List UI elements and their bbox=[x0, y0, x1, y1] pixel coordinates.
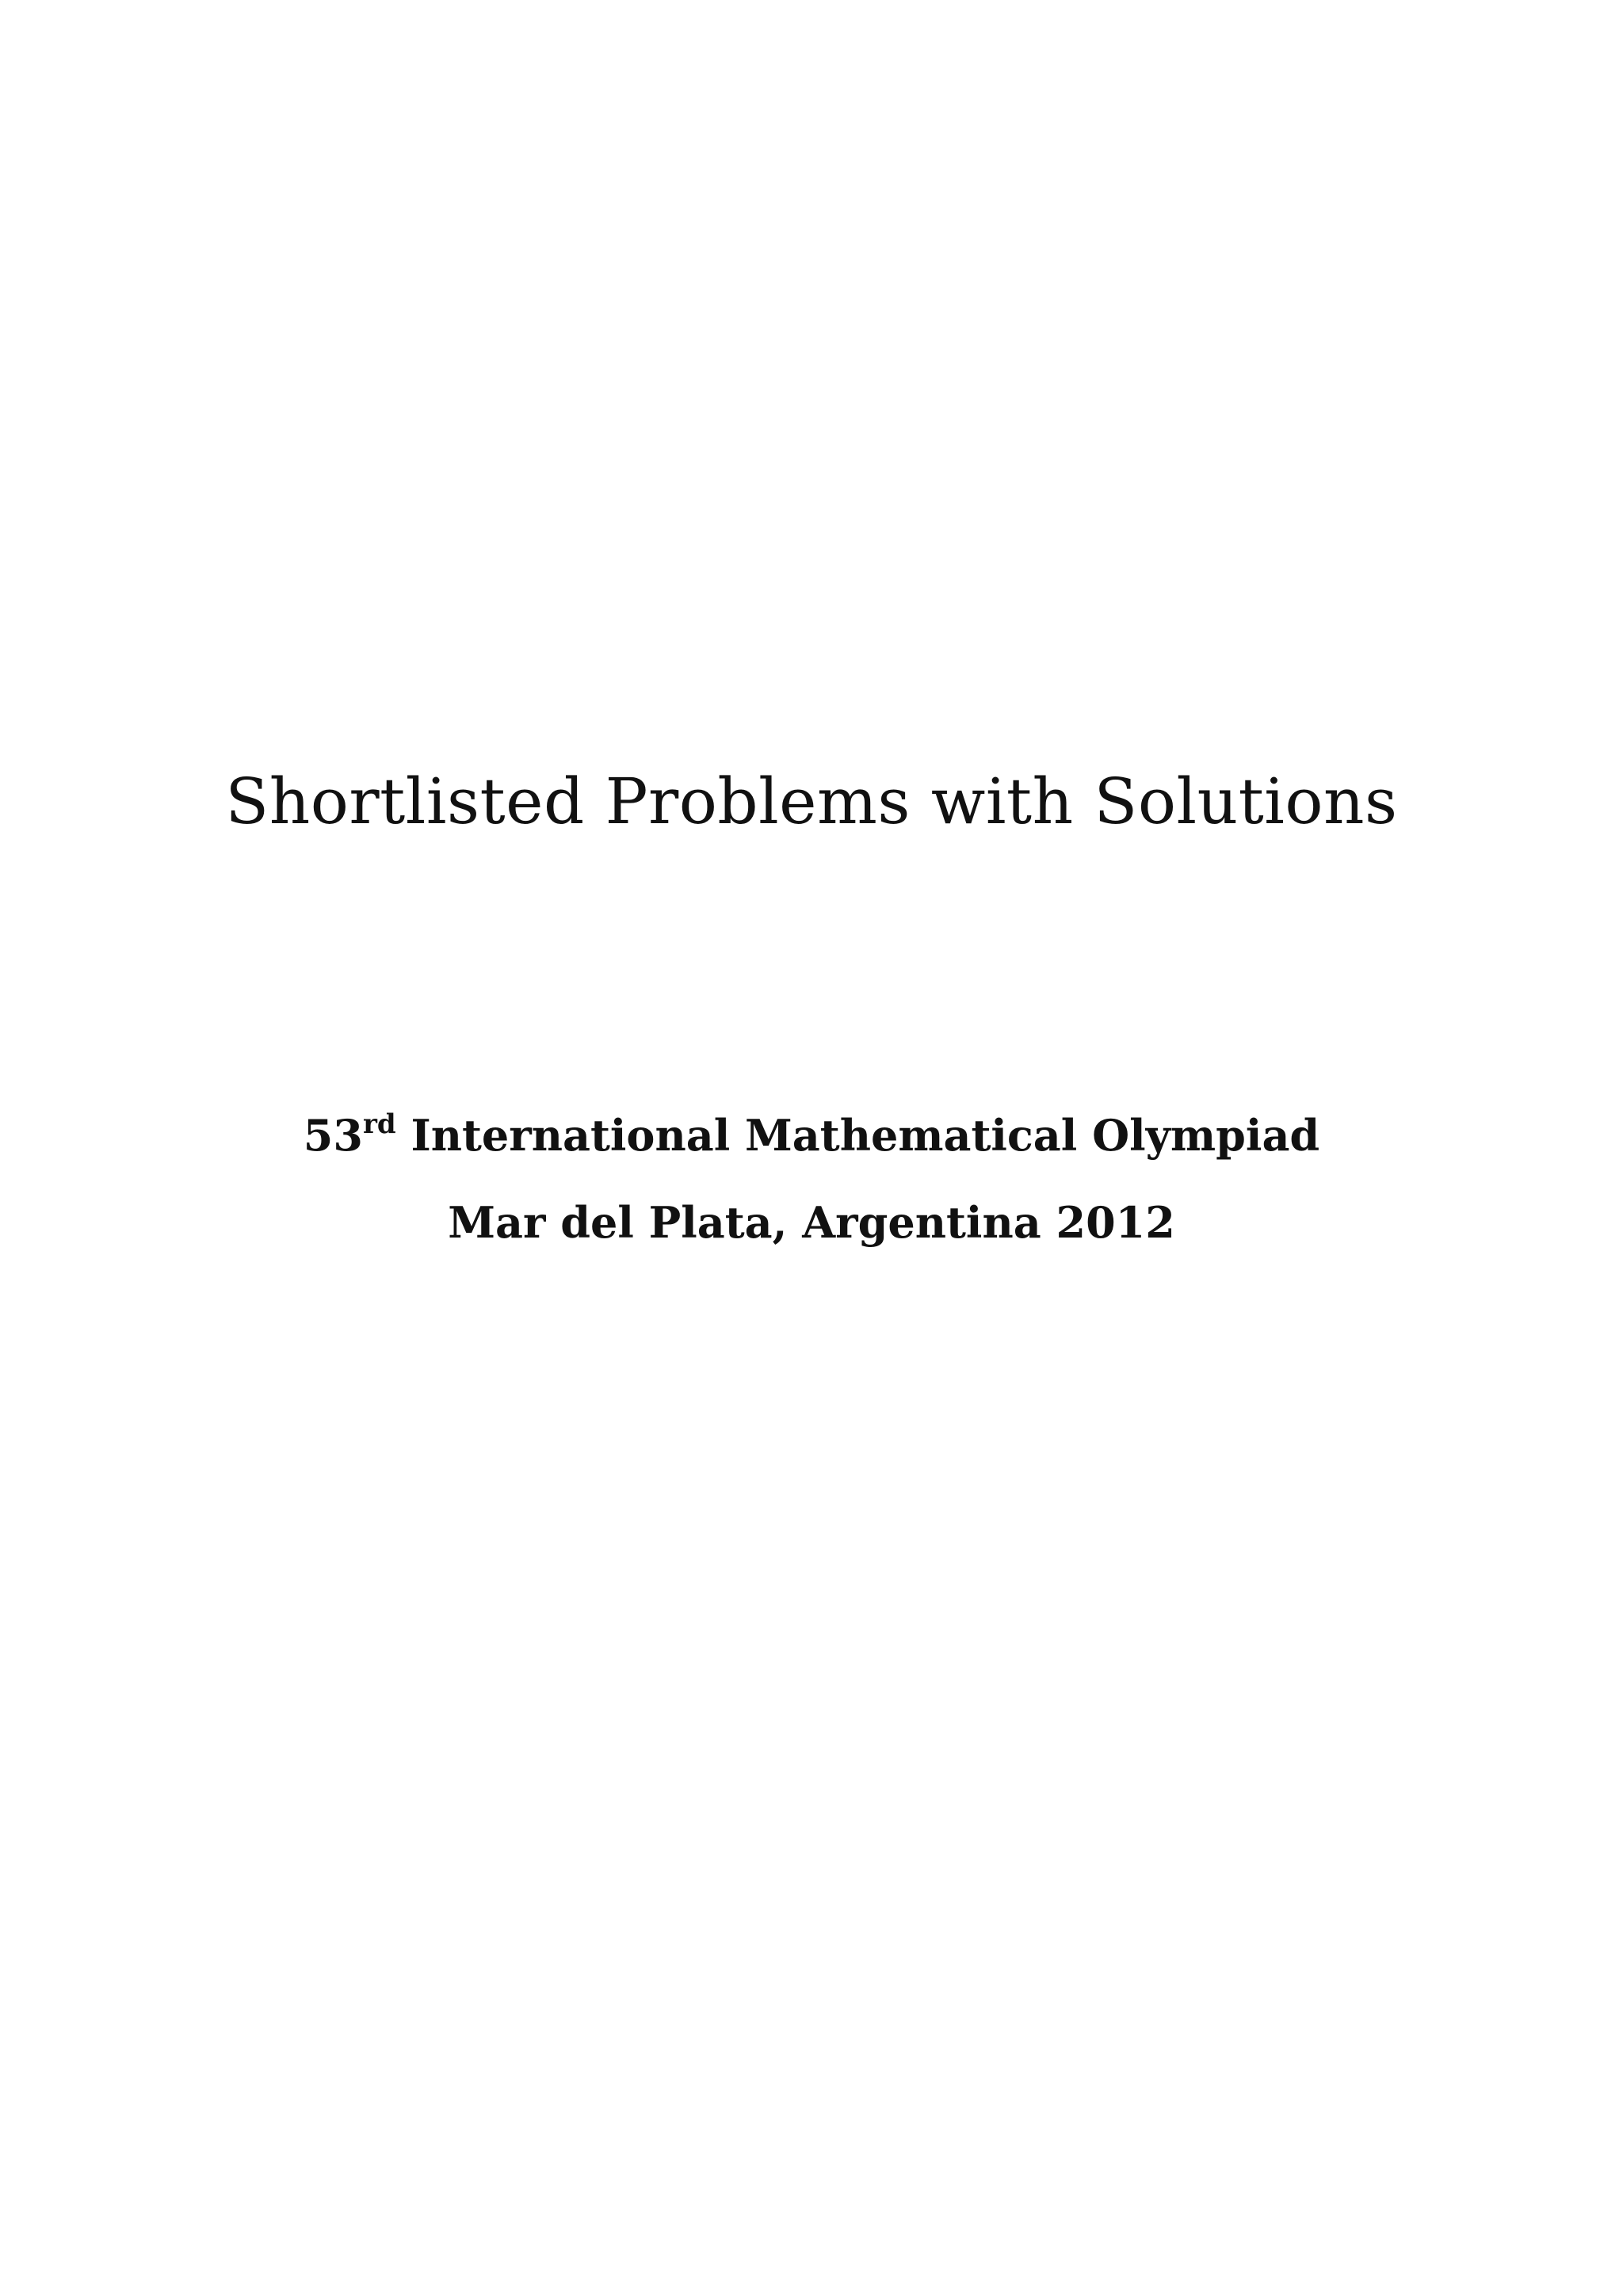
document-title: Shortlisted Problems with Solutions bbox=[225, 765, 1398, 838]
olympiad-name: International Mathematical Olympiad bbox=[411, 1110, 1320, 1161]
edition-number: 53 bbox=[303, 1110, 363, 1161]
olympiad-edition-line bbox=[0, 1108, 1623, 1163]
olympiad-location: Mar del Plata, Argentina 2012 bbox=[448, 1197, 1175, 1248]
edition-ordinal-suffix: rd bbox=[362, 1108, 396, 1140]
